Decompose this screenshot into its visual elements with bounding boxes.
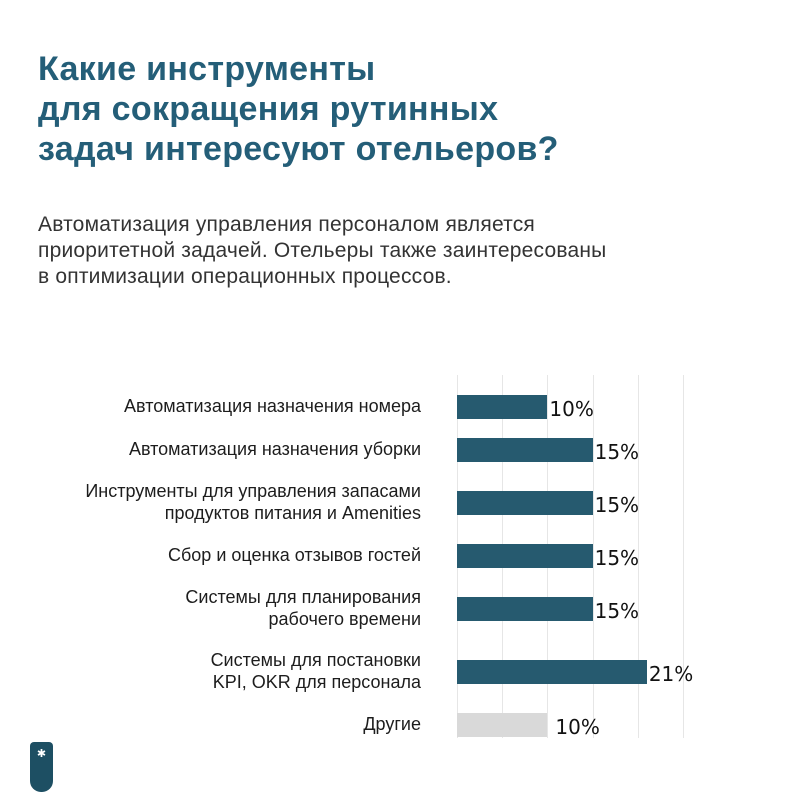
category-label-line: рабочего времени <box>268 609 421 630</box>
category-label-line: KPI, OKR для персонала <box>212 672 421 693</box>
category-label-line: Системы для планирования <box>185 587 421 608</box>
category-label-line: Автоматизация назначения номера <box>124 395 421 416</box>
bar-chart <box>0 375 800 750</box>
category-label <box>0 714 457 736</box>
category-label-line: Инструменты для управления запасами <box>85 480 421 501</box>
chart-row <box>0 578 800 641</box>
bar <box>457 660 647 684</box>
page-title-line: Какие инструменты <box>38 49 376 88</box>
bar-track <box>457 385 800 428</box>
chart-row <box>0 385 800 428</box>
category-label-line: продуктов питания и Amenities <box>164 502 421 523</box>
page-subtitle-line: приоритетной задачей. Отельеры также заинтересованы <box>38 239 607 262</box>
category-label <box>0 650 457 694</box>
category-label-line: Автоматизация назначения уборки <box>128 438 421 459</box>
category-label <box>0 481 457 525</box>
bar <box>457 491 593 515</box>
value-label: 15% <box>594 599 640 624</box>
bar <box>457 395 547 419</box>
category-label-line: Системы для постановки <box>210 650 421 671</box>
category-label <box>0 587 457 631</box>
page-title <box>38 49 559 169</box>
value-label: 10% <box>555 715 600 740</box>
page-subtitle <box>38 212 606 290</box>
bar <box>457 597 593 621</box>
logo-glyph: ✱ <box>36 748 47 760</box>
chart-row <box>0 428 800 471</box>
value-label: 15% <box>594 546 640 571</box>
bar <box>457 544 593 568</box>
value-label: 15% <box>594 492 640 517</box>
category-label <box>0 396 457 418</box>
page-subtitle-line: в оптимизации операционных процессов. <box>38 265 452 288</box>
category-label <box>0 439 457 461</box>
page-title-line: для сокращения рутинных <box>38 89 499 128</box>
bar-track <box>457 641 800 704</box>
page-title-line: задач интересуют отельеров? <box>38 129 559 168</box>
page-subtitle-line: Автоматизация управления персоналом является <box>38 213 535 236</box>
chart-row <box>0 704 800 747</box>
chart-row <box>0 534 800 577</box>
bar <box>457 713 547 737</box>
bar-track <box>457 704 800 747</box>
bar-track <box>457 428 800 471</box>
bar-track <box>457 471 800 534</box>
chart-row <box>0 641 800 704</box>
value-label: 10% <box>549 396 594 421</box>
chart-rows <box>0 385 800 747</box>
value-label: 21% <box>648 662 694 687</box>
chart-row <box>0 471 800 534</box>
category-label <box>0 545 457 567</box>
bar <box>457 438 593 462</box>
value-label: 15% <box>594 439 640 464</box>
bar-track <box>457 578 800 641</box>
brand-ribbon-icon <box>30 742 53 792</box>
category-label-line: Сбор и оценка отзывов гостей <box>167 545 421 566</box>
bar-track <box>457 534 800 577</box>
category-label-line: Другие <box>363 714 421 735</box>
